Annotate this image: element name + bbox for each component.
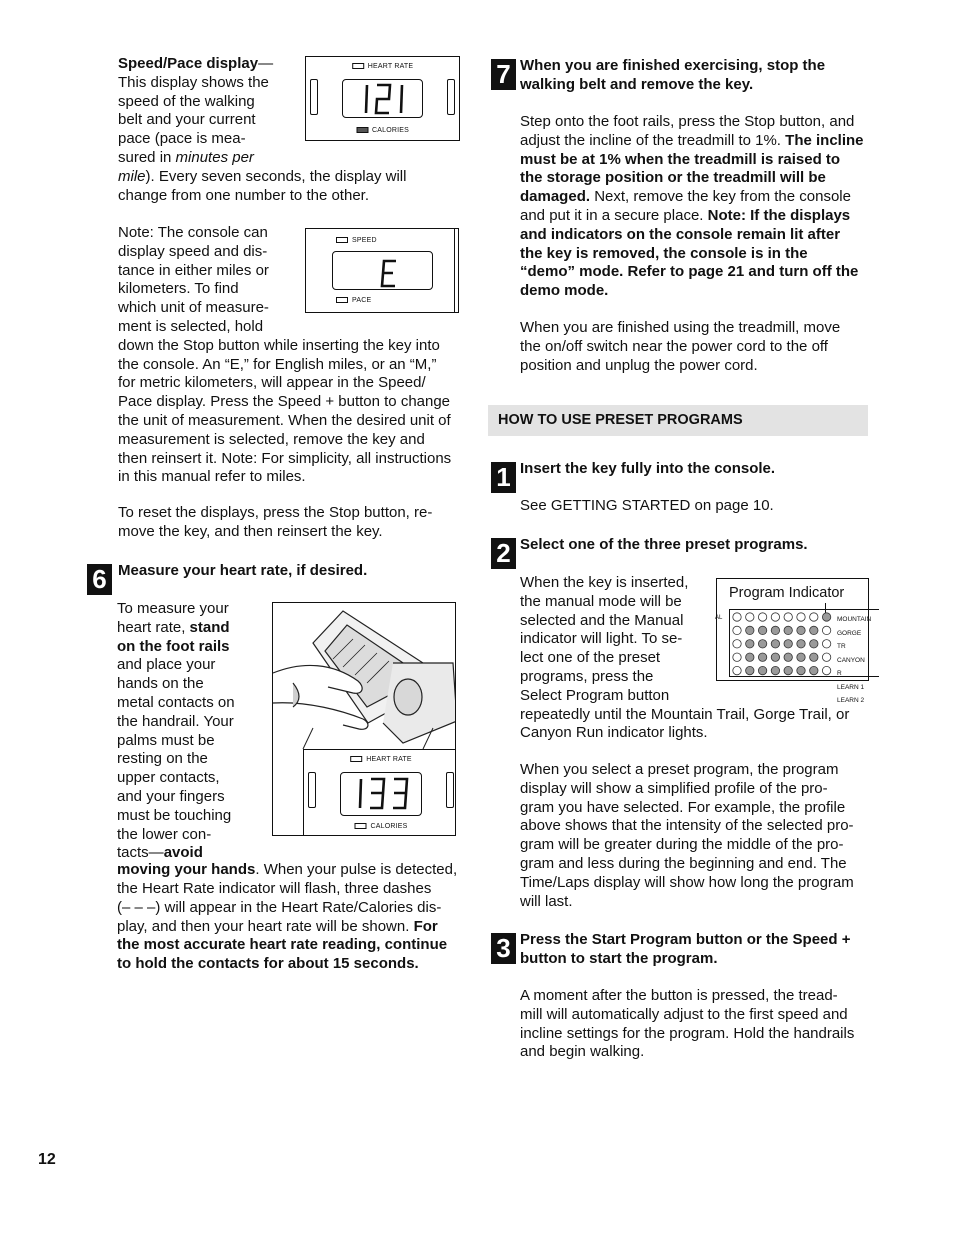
- indicator-dot: [771, 666, 779, 674]
- text-line: then reinsert it. Note: For simplicity, all instructions: [118, 449, 452, 467]
- program-label: LEARN 2: [837, 697, 865, 704]
- program-indicator-figure: [715, 578, 872, 704]
- text-line: the manual mode will be: [520, 592, 682, 610]
- heart-rate-display-121: HEART RATE CALORIES: [305, 56, 460, 141]
- text-line: on the foot rails: [117, 637, 230, 655]
- text-line: above shows that the intensity of the selected pro-: [520, 817, 854, 835]
- indicator-dot: [784, 626, 792, 634]
- text-line: lect one of the preset: [520, 649, 661, 667]
- display-bracket: [310, 79, 318, 115]
- text-line: the most accurate heart rate reading, continue: [117, 936, 448, 954]
- display-bracket: [308, 772, 316, 808]
- digit-readout: [354, 774, 418, 814]
- indicator-dot: [810, 640, 818, 648]
- text-line: the console. An “E,” for English miles, or an “M,”: [118, 355, 437, 373]
- step-6-heading: Measure your heart rate, if desired.: [118, 562, 368, 579]
- text-line: the lower con-: [117, 825, 212, 843]
- indicator-dot: [758, 626, 766, 634]
- indicator-dot: [746, 666, 754, 674]
- text-line: (– – –) will appear in the Heart Rate/Calories dis-: [117, 898, 442, 916]
- speed-pace-heading: Speed/Pace display: [118, 55, 259, 72]
- text-line: Select Program button: [520, 686, 670, 704]
- indicator-light: [355, 823, 367, 829]
- text-line: the unit of measurement. When the desired unit of: [118, 412, 451, 429]
- indicator-dot: [758, 653, 766, 661]
- text-line: and begin walking.: [520, 1043, 645, 1061]
- indicator-dot: [822, 666, 830, 674]
- text-line: gram and less during the beginning and end. The: [520, 855, 847, 872]
- text-line: and place your: [117, 656, 216, 674]
- display-bracket: [447, 79, 455, 115]
- indicator-dot: [810, 626, 818, 634]
- page-number: 12: [38, 1151, 56, 1168]
- text-line: the key is removed, the console is in the: [520, 244, 808, 262]
- indicator-light: [350, 756, 362, 762]
- text-line: display speed and dis-: [118, 242, 268, 260]
- indicator-light: [336, 237, 348, 243]
- text-line: selected and the Manual: [520, 611, 684, 629]
- text-line: in this manual refer to miles.: [118, 468, 306, 486]
- text-line: to hold the contacts for about 15 seconds.: [117, 955, 419, 973]
- program-indicator-title: Program Indicator: [729, 585, 845, 601]
- indicator-dot: [797, 613, 805, 621]
- indicator-dot: [822, 640, 830, 648]
- text-line: To reset the displays, press the Stop button, re-: [118, 504, 433, 521]
- section-banner: HOW TO USE PRESET PROGRAMS: [488, 405, 868, 436]
- indicator-dot: [758, 666, 766, 674]
- text-line: move the key, and then reinsert the key.: [118, 522, 383, 540]
- text-line: and indicators on the console remain lit after: [520, 225, 841, 243]
- indicator-dot: [771, 626, 779, 634]
- indicator-light: [352, 63, 364, 69]
- step-2-number: 2: [491, 538, 516, 569]
- text-line: indicator will light. To se-: [520, 630, 683, 648]
- text-line: resting on the: [117, 750, 208, 768]
- text-line: and your fingers: [117, 788, 225, 805]
- heart-rate-display-133: HEART RATE CALORIES: [303, 749, 456, 836]
- indicator-dot: [822, 613, 830, 621]
- indicator-dot: [784, 640, 792, 648]
- indicator-dot: [797, 626, 805, 634]
- cropped-label: AL: [715, 615, 723, 621]
- digit-readout: [376, 257, 406, 291]
- text-line: gram will be greater during the middle of the pro-: [520, 836, 844, 854]
- text-line: upper contacts,: [117, 769, 220, 787]
- text-line: will last.: [520, 892, 573, 910]
- text-line: metal contacts on: [117, 694, 235, 711]
- text-line: kilometers. To find: [118, 280, 239, 298]
- text-line: measurement is selected, remove the key and: [118, 430, 425, 448]
- text-line: position and unplug the power cord.: [520, 356, 758, 374]
- program-labels: [837, 613, 871, 708]
- text-line: speed of the walking: [118, 92, 255, 110]
- text-line: must be touching: [117, 806, 232, 824]
- text-line: This display shows the: [118, 73, 269, 91]
- indicator-dot: [810, 653, 818, 661]
- text-line: the on/off switch near the power cord to the off: [520, 337, 828, 355]
- step-1-heading: Insert the key fully into the console.: [520, 460, 776, 477]
- text-line: Time/Laps display will show how long the program: [520, 873, 854, 891]
- program-label: MOUNTAIN: [837, 616, 872, 623]
- text-line: which unit of measure-: [118, 299, 269, 317]
- indicator-dot: [784, 666, 792, 674]
- text-line: Canyon Run indicator lights.: [520, 724, 708, 742]
- indicator-dot: [733, 626, 741, 634]
- indicator-light: [356, 127, 368, 133]
- text-line: When you are finished using the treadmill, move: [520, 319, 841, 336]
- indicator-dot: [810, 613, 818, 621]
- indicator-dot: [746, 653, 754, 661]
- step-3-number: 3: [491, 933, 516, 964]
- text-line: ment is selected, hold: [118, 318, 264, 335]
- text-line: “demo” mode. Refer to page 21 and turn off the: [520, 263, 859, 281]
- text-line: A moment after the button is pressed, the tread-: [520, 987, 838, 1004]
- text-line: must be at 1% when the treadmill is raised to: [520, 150, 841, 168]
- text-line: for metric kilometers, will appear in the Speed/: [118, 374, 426, 392]
- indicator-light: [336, 297, 348, 303]
- indicator-dot: [746, 613, 754, 621]
- display-edge: [454, 229, 459, 312]
- indicator-dot: [810, 666, 818, 674]
- step-7-number: 7: [491, 59, 516, 90]
- step-1-number: 1: [491, 462, 516, 493]
- indicator-dot: [771, 653, 779, 661]
- digit-readout: [361, 80, 421, 118]
- step-3-heading-line: button to start the program.: [520, 949, 718, 967]
- indicator-dot: [822, 626, 830, 634]
- indicator-dot: [771, 613, 779, 621]
- text-line: gram you have selected. For example, the profile: [520, 798, 846, 816]
- text-line: Note: The console can: [118, 224, 268, 241]
- display-bracket: [446, 772, 454, 808]
- indicator-dot: [797, 653, 805, 661]
- step-2-heading: Select one of the three preset programs.: [520, 536, 808, 553]
- indicator-dot: [733, 653, 741, 661]
- text-line: palms must be: [117, 731, 215, 749]
- step-7-heading-line: When you are finished exercising, stop the: [520, 57, 826, 74]
- step-6-number: 6: [87, 564, 112, 595]
- text-line: incline settings for the program. Hold the handrails: [520, 1024, 855, 1042]
- text-line: programs, press the: [520, 668, 654, 685]
- indicator-dot: [797, 640, 805, 648]
- indicator-dot: [758, 613, 766, 621]
- text-line: demo mode.: [520, 282, 609, 300]
- indicator-dot: [784, 613, 792, 621]
- text-line: the storage position or the treadmill will be: [520, 169, 826, 187]
- text-line: pace (pace is mea-: [118, 130, 246, 148]
- text-line: Pace display. Press the Speed + button to change: [118, 393, 451, 411]
- text-line: Step onto the foot rails, press the Stop button, and: [520, 113, 855, 130]
- indicator-dot: [746, 626, 754, 634]
- indicator-dot: [822, 653, 830, 661]
- indicator-dot: [758, 640, 766, 648]
- indicator-dot: [797, 666, 805, 674]
- text-line: change from one number to the other.: [118, 186, 369, 204]
- step-7-heading-line: walking belt and remove the key.: [520, 75, 754, 93]
- indicator-dot: [771, 640, 779, 648]
- text-line: mill will automatically adjust to the first speed and: [520, 1005, 848, 1023]
- indicator-dot: [746, 640, 754, 648]
- indicator-dot: [733, 666, 741, 674]
- program-label: CANYON R: [837, 656, 865, 677]
- text-line: To measure your: [117, 600, 229, 617]
- text-line: the handrail. Your: [117, 712, 234, 730]
- text-line: belt and your current: [118, 111, 256, 129]
- heart-rate-grip-illustration: [272, 602, 456, 836]
- text-line: the Heart Rate indicator will flash, three dashes: [117, 880, 432, 897]
- step-3-heading-line: Press the Start Program button or the Speed +: [520, 931, 851, 948]
- text-line: hands on the: [117, 675, 204, 693]
- speed-pace-display-e: SPEED PACE: [305, 228, 459, 313]
- text-line: down the Stop button while inserting the key into: [118, 336, 440, 354]
- program-label: GORGE TR: [837, 629, 862, 650]
- indicator-dot: [733, 640, 741, 648]
- step-1-body: See GETTING STARTED on page 10.: [520, 497, 774, 514]
- text-line: When you select a preset program, the program: [520, 761, 839, 778]
- indicator-dot: [733, 613, 741, 621]
- text-line: When the key is inserted,: [520, 574, 689, 591]
- text-line: tance in either miles or: [118, 261, 269, 279]
- text-line: repeatedly until the Mountain Trail, Gorge Trail, or: [520, 705, 850, 723]
- indicator-dot: [784, 653, 792, 661]
- program-label: LEARN 1: [837, 683, 865, 691]
- text-line: display will show a simplified profile of the pro-: [520, 779, 828, 797]
